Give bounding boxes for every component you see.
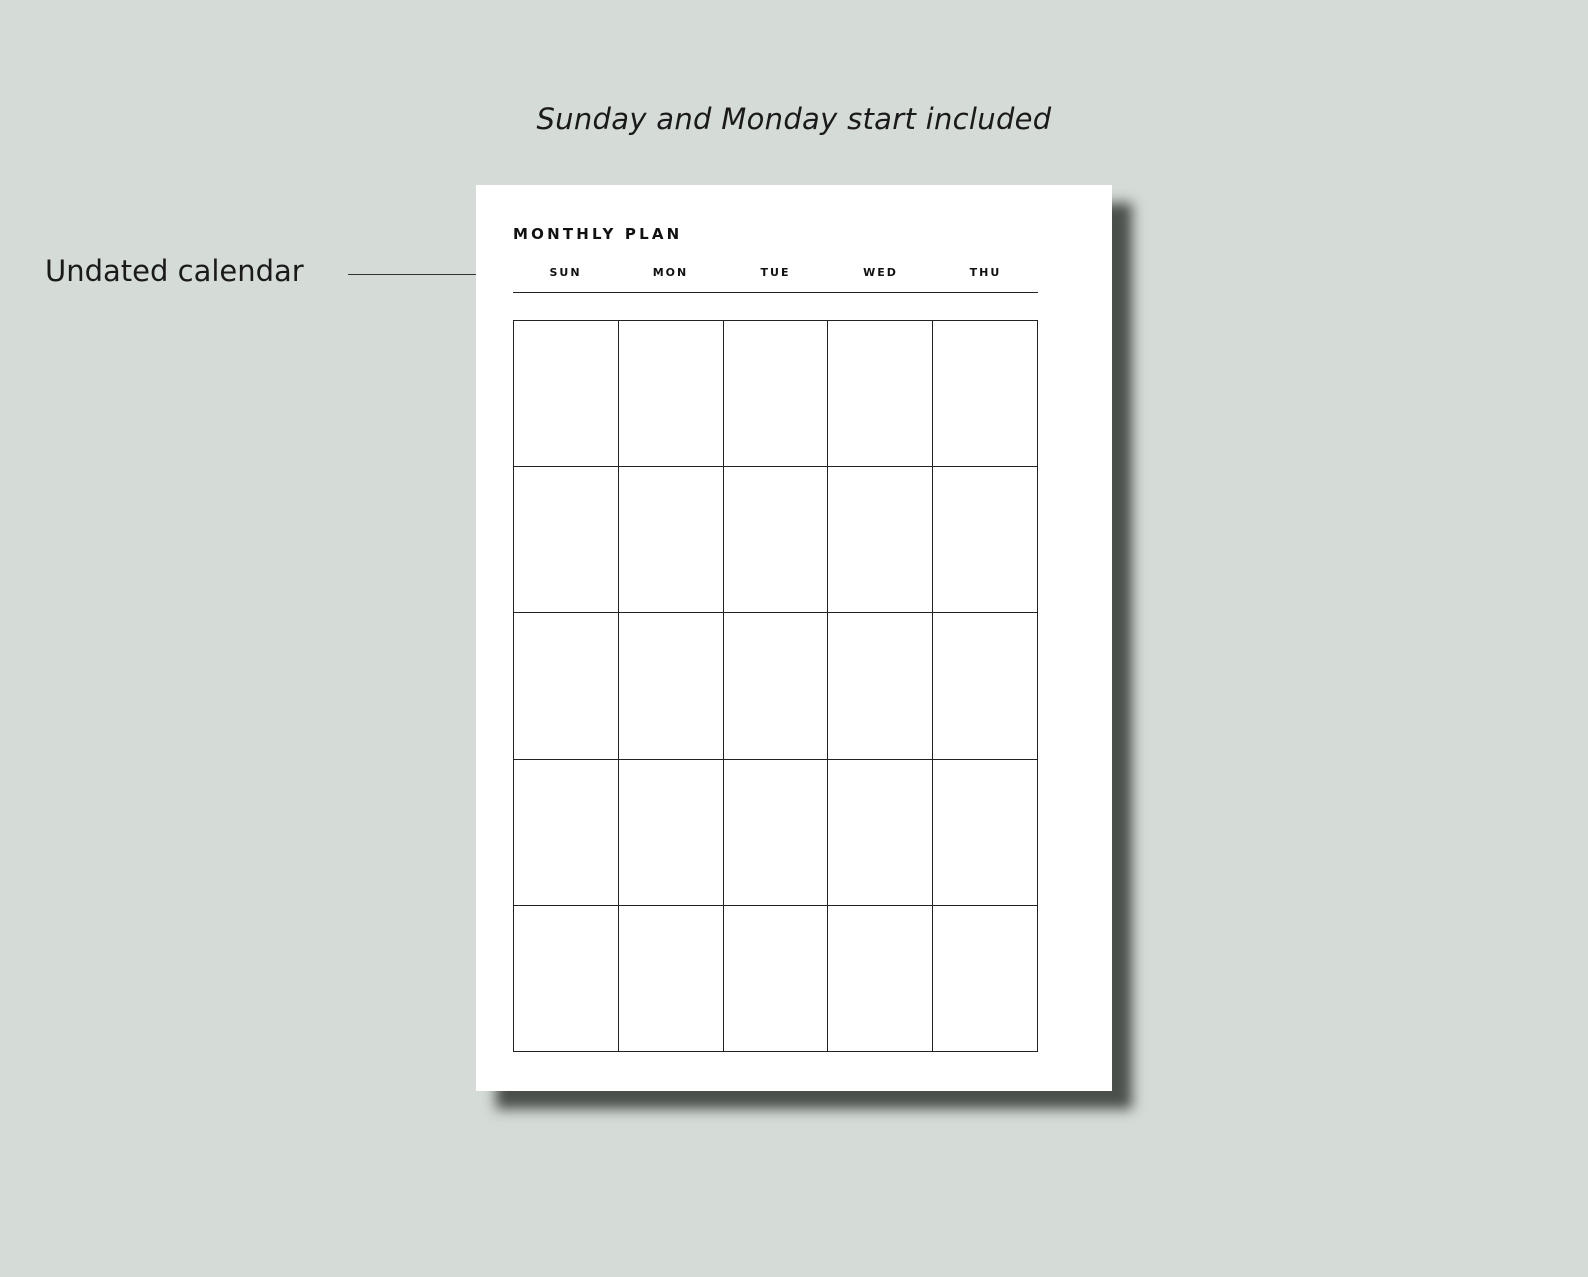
calendar-cell	[619, 906, 724, 1052]
calendar-cell	[828, 321, 933, 467]
weekday-header	[513, 264, 1038, 293]
callout-label: Undated calendar	[45, 254, 304, 288]
calendar-cell	[619, 613, 724, 759]
calendar-cell	[514, 760, 619, 906]
calendar-cell	[828, 467, 933, 613]
weekday-sun: SUN	[549, 266, 582, 279]
calendar-grid	[513, 320, 1038, 1052]
calendar-cell	[724, 467, 829, 613]
planner-title: MONTHLY PLAN	[513, 225, 683, 243]
calendar-cell	[933, 321, 1038, 467]
calendar-cell	[619, 321, 724, 467]
calendar-cell	[514, 321, 619, 467]
weekday-thu: THU	[969, 266, 1002, 279]
planner-page	[476, 185, 1112, 1091]
weekday-mon: MON	[652, 266, 689, 279]
weekday-wed: WED	[863, 266, 898, 279]
calendar-cell	[514, 906, 619, 1052]
calendar-cell	[514, 467, 619, 613]
calendar-cell	[828, 613, 933, 759]
calendar-cell	[724, 760, 829, 906]
calendar-cell	[724, 906, 829, 1052]
calendar-cell	[828, 760, 933, 906]
caption-text: Sunday and Monday start included	[536, 102, 1052, 136]
calendar-cell	[828, 906, 933, 1052]
weekday-tue: TUE	[760, 266, 791, 279]
calendar-cell	[933, 467, 1038, 613]
calendar-cell	[514, 613, 619, 759]
calendar-cell	[619, 467, 724, 613]
calendar-cell	[933, 760, 1038, 906]
calendar-cell	[933, 906, 1038, 1052]
calendar-cell	[724, 613, 829, 759]
calendar-cell	[619, 760, 724, 906]
calendar-cell	[933, 613, 1038, 759]
calendar-cell	[724, 321, 829, 467]
